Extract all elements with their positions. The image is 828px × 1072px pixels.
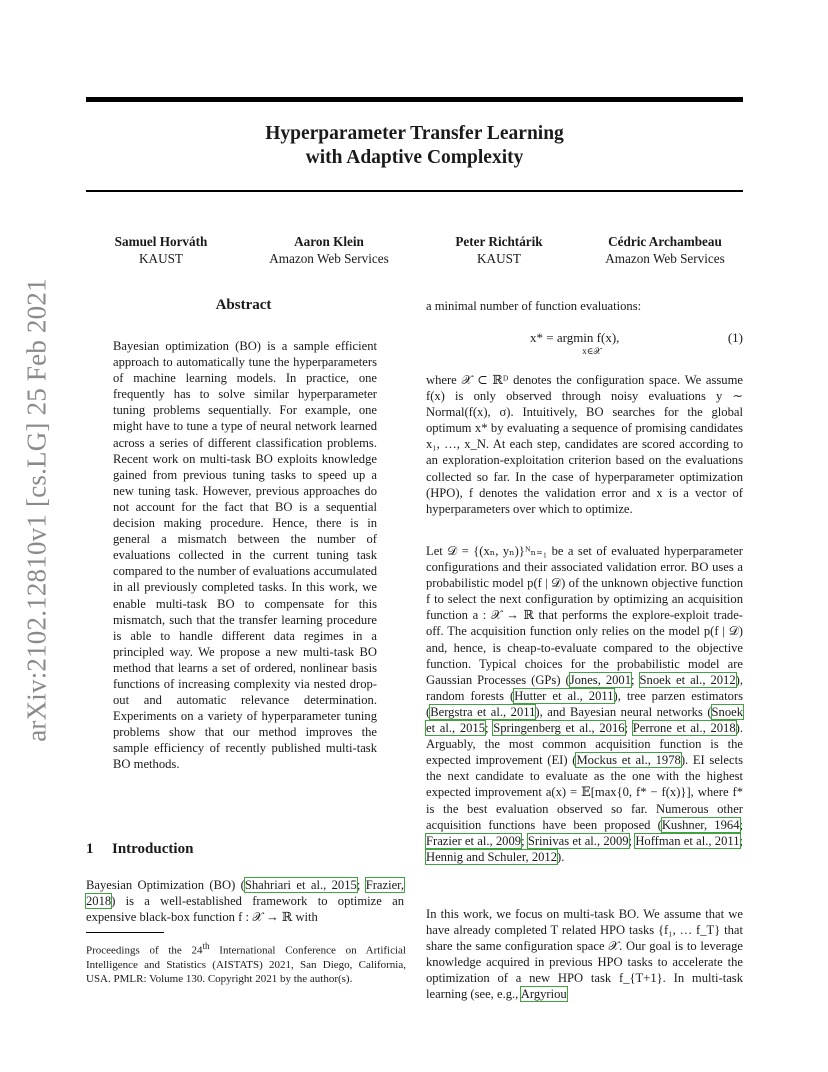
citation-link[interactable]: Shahriari et al., 2015 (244, 878, 357, 892)
citation-link[interactable]: Argyriou (520, 987, 567, 1002)
right-intro-line: a minimal number of function evaluations: (426, 299, 642, 313)
paper-title (86, 122, 743, 170)
citation-link[interactable]: Kushner, 1964 (661, 817, 740, 832)
text-run: International Conference on Artificial Intelligence and Statistics (AISTATS) 2021, San Diego, California, USA. PMLR: Volume 130. Copyright 2021 by the author(s). (86, 944, 406, 985)
paragraph-bo-definition: where 𝒳 ⊂ ℝᴰ denotes the configuration space. We assume f(x) is only observed through noisy evaluations y ∼ Normal(f(x), σ). Intuitively, BO searches for the global optimum x* by evaluating a sequence of promising candidates x₁, …, x_N. At each step, candidates are scored according to an exploration-exploitation criterion based on the evaluations collected so far. In the case of hyperparameter optimization (HPO), f denotes the validation error and x is a vector of hyperparameters over which to optimize. (426, 373, 743, 516)
footnote-rule (86, 932, 164, 933)
citation-link[interactable]: Frazier, 2018 (86, 878, 405, 909)
abstract-heading: Abstract (215, 297, 272, 313)
footnote (86, 939, 406, 986)
author-block (86, 233, 236, 267)
citation-link[interactable]: Frazier et al., 2009 (426, 833, 522, 848)
citation-link[interactable]: Perrone et al., 2018 (632, 721, 736, 736)
top-rule (86, 97, 743, 102)
text-run: ), and Bayesian neural networks ( (535, 704, 712, 719)
author-affiliation: KAUST (139, 251, 183, 266)
title-line-1: Hyperparameter Transfer Learning (265, 123, 564, 144)
text-run: ; (356, 878, 366, 892)
intro-paragraph (86, 877, 404, 925)
author-name: Peter Richtárik (455, 234, 543, 249)
arxiv-sidebar-stamp (21, 278, 52, 742)
author-name: Aaron Klein (294, 234, 364, 249)
section-number: 1 (86, 841, 94, 857)
equation-expression: x* = argmin f(x), (530, 330, 620, 345)
citation-link[interactable]: Jones, 2001 (569, 672, 632, 687)
text-run: In this work, we focus on multi-task BO. We assume that we have already completed T related HPO tasks {f₁, … f_T} that share the same configuration space 𝒳. Our goal is to leverage knowledge acquired in previous HPO tasks to accelerate the optimization of a new HPO task f_{T+1}. In multi-task learning (see, e.g., (426, 907, 743, 1002)
author-block (254, 233, 404, 267)
citation-link[interactable]: Srinivas et al., 2009 (527, 833, 629, 848)
title-line-2: with Adaptive Complexity (305, 147, 524, 168)
equation-number: (1) (727, 330, 743, 345)
author-name: Cédric Archambeau (608, 234, 722, 249)
paragraph-bo-models: Let 𝒟 = {(xₙ, yₙ)}ᴺₙ₌₁ be a set of evaluated hyperparameter configurations and their associated validation error. BO uses a probabilistic model p(f | 𝒟) of the unknown objective function f to select the next configuration by optimizing an acquisition function a : 𝒳 → ℝ that performs the explore-exploit trade-off. The acquisition function only relies on the model p(f | 𝒟) and, hence, is cheap-to-evaluate compared to the objective function. Typical choices for the probabilistic model are Gaussian Processes (GPs) (Jones, 2001; Snoek et al., 2012), random forests (Hutter et al., 2011), tree parzen estimators (Bergstra et al., 2011), and Bayesian neural networks (Snoek et al., 2015; Springenberg et al., 2016; Perrone et al., 2018). Arguably, the most common acquisition function is the expected improvement (EI) (Mockus et al., 1978). EI selects the next candidate to evaluate as the one with the highest expected improvement a(x) = 𝔼[max{0, f* − f(x)}], where f* is the best evaluation observed so far. Numerous other acquisition functions have been proposed (Kushner, 1964; Frazier et al., 2009; Srinivas et al., 2009; Hoffman et al., 2011; Hennig and Schuler, 2012). (426, 544, 744, 864)
author-affiliation: Amazon Web Services (269, 251, 389, 266)
equation-subscript: x∈𝒳 (582, 346, 602, 356)
citation-link[interactable]: Bergstra et al., 2011 (430, 704, 536, 719)
citation-link[interactable]: Springenberg et al., 2016 (493, 721, 625, 736)
citation-link[interactable]: Hennig and Schuler, 2012 (426, 849, 558, 864)
paragraph-multi-task (426, 906, 743, 1003)
text-run: ). (557, 849, 565, 864)
superscript: th (202, 941, 210, 951)
author-block (590, 233, 740, 267)
author-block (424, 233, 574, 267)
text-run: Proceedings of the 24 (86, 944, 203, 957)
text-run: Bayesian Optimization (BO) ( (86, 878, 245, 892)
abstract-text: Bayesian optimization (BO) is a sample efficient approach to automatically tune the hyperparameters of machine learning models. In practice, one frequently has to solve similar hyperparameter tuning problems sequentially. For example, one might have to tune a type of neural network learned across a series of different classification problems. Recent work on multi-task BO exploits knowledge gained from previous tuning tasks to speed up a new tuning task. However, previous approaches do not account for the fact that BO is a sequential decision making procedure. Hence, there is in general a mismatch between the number of evaluations collected in the current tuning task compared to the number of evaluations accumulated in all previously completed tasks. In this work, we enable multi-task BO to compensate for this mismatch, such that the transfer learning procedure is able to handle different data regimes in a principled way. We propose a new multi-task BO method that learns a set of ordered, nonlinear basis functions of increasing complexity via nested drop-out and automatic relevance determination. Experiments on a variety of hyperparameter tuning problems show that our method improves the sample efficiency of recently published multi-task BO methods. (113, 339, 377, 772)
citation-link[interactable]: Mockus et al., 1978 (576, 753, 681, 768)
text-run: ). Arguably, the most common acquisition function is the expected improvement (EI) ( (426, 721, 743, 768)
arxiv-id: arXiv:2102.12810v1 [cs.LG] 25 Feb 2021 (21, 278, 52, 742)
text-run: ) is a well-established framework to optimize an expensive black-box function f : 𝒳 → ℝ with (86, 894, 404, 925)
text-run: ), tree parzen estimators ( (426, 688, 743, 719)
citation-link[interactable]: Hoffman et al., 2011 (635, 833, 740, 848)
section-heading (86, 841, 193, 858)
citation-link[interactable]: Snoek et al., 2012 (639, 672, 736, 687)
citation-link[interactable]: Snoek et al., 2015 (426, 704, 744, 736)
author-name: Samuel Horváth (114, 234, 208, 249)
author-affiliation: Amazon Web Services (605, 251, 725, 266)
text-run: ). EI selects the next candidate to evaluate as the one with the highest expected improvement a(x) = 𝔼[max{0, f* − f(x)}], where f* is the best evaluation observed so far. Numerous other acquisition functions have been proposed ( (426, 753, 744, 832)
equation-1 (426, 330, 743, 360)
title-bottom-rule (86, 190, 743, 192)
section-title: Introduction (112, 841, 194, 857)
citation-link[interactable]: Hutter et al., 2011 (514, 688, 614, 703)
text-run: ), random forests ( (426, 672, 743, 703)
author-affiliation: KAUST (477, 251, 521, 266)
equation-body (530, 330, 619, 356)
text-run: Let 𝒟 = {(xₙ, yₙ)}ᴺₙ₌₁ be a set of evaluated hyperparameter configurations and their associated validation error. BO uses a probabilistic model p(f | 𝒟) of the unknown objective function f to select the next configuration by optimizing an acquisition function a : 𝒳 → ℝ that performs the explore-exploit trade-off. The acquisition function only relies on the model p(f | 𝒟) and, hence, is cheap-to-evaluate compared to the objective function. Typical choices for the probabilistic model are Gaussian Processes (GPs) ( (426, 544, 743, 687)
